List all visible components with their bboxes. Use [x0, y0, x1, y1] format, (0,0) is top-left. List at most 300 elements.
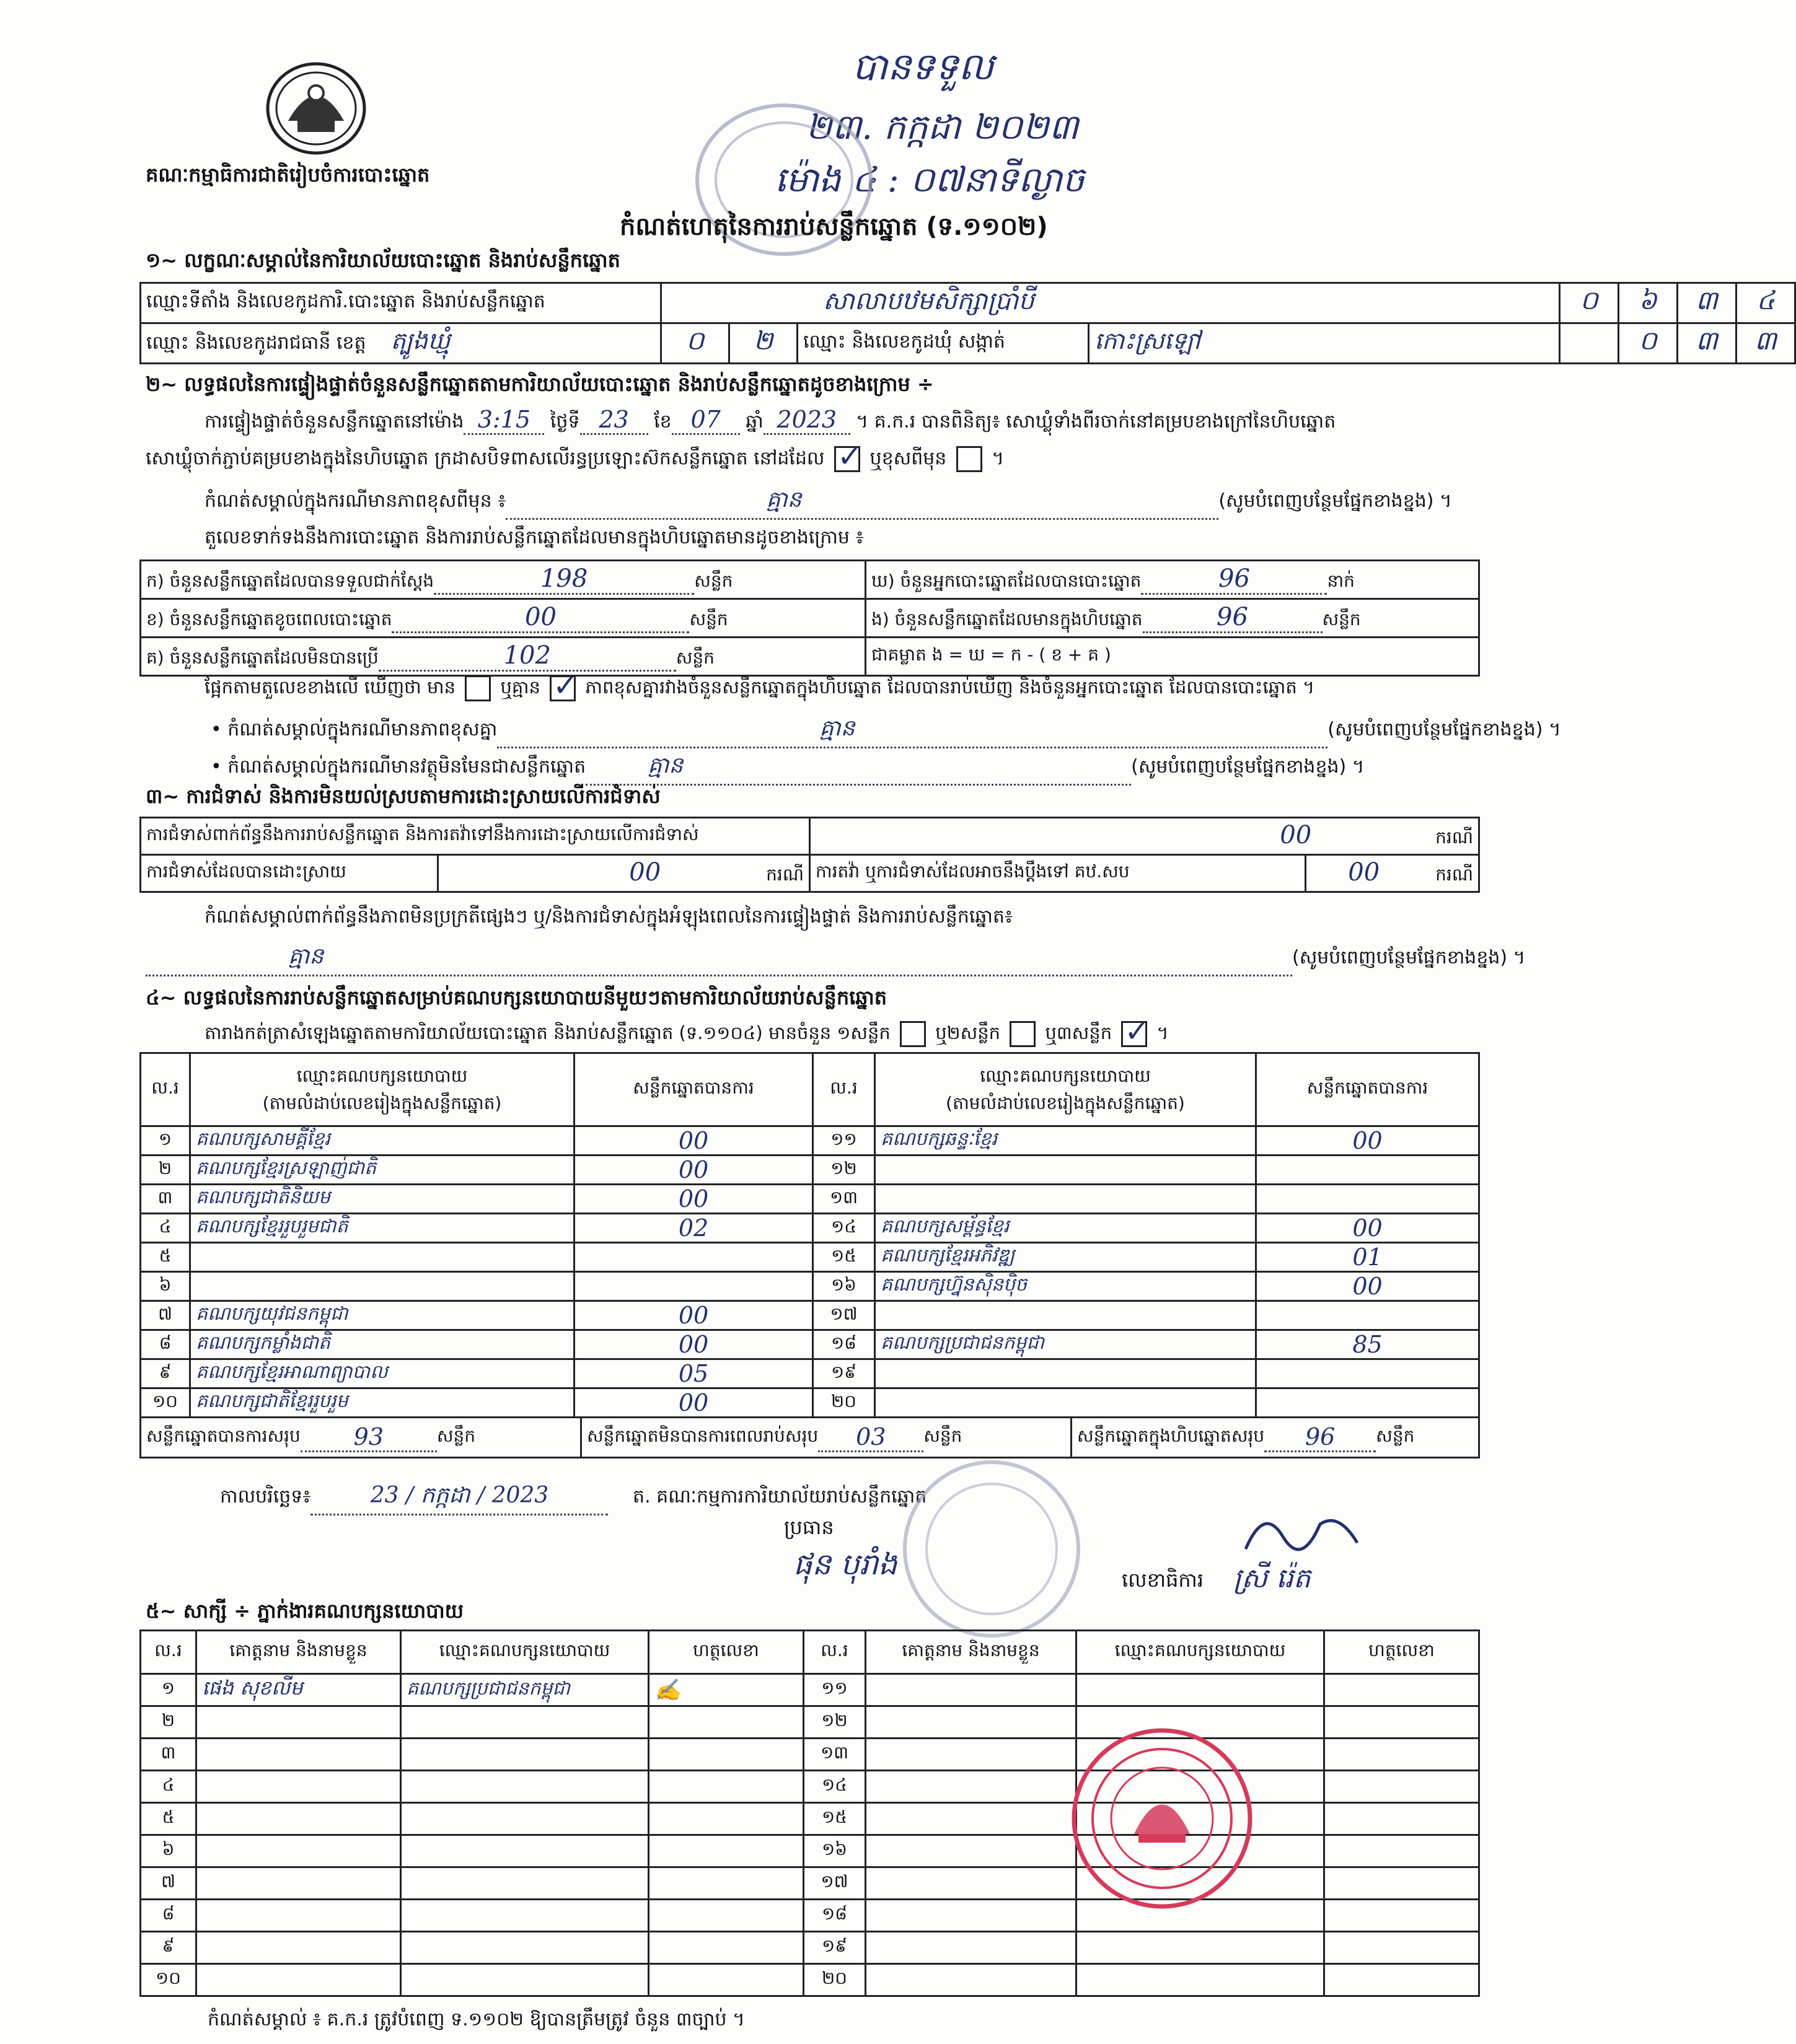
col-signature: ហត្ថលេខា	[1324, 1631, 1479, 1674]
row-number: ៦	[141, 1272, 190, 1301]
day-label: ថ្ងៃទី	[550, 411, 580, 432]
secretary-signature-scrawl	[1239, 1499, 1363, 1561]
witness-signature	[649, 1739, 804, 1771]
party-name: គណបក្សខ្មែរអភិវឌ្ឍ	[875, 1243, 1256, 1272]
total-invalid-value: 03	[818, 1423, 923, 1452]
table-row	[141, 1706, 1479, 1739]
objections-resolved-label: ការជំទាស់ដែលបានដោះស្រាយ	[141, 855, 438, 892]
three-sheets-checkbox[interactable]	[1121, 1021, 1147, 1047]
figure-voters-value: 96	[1141, 564, 1327, 595]
irregularities-note-row	[146, 942, 1525, 976]
bullet-foreign-value: គ្មាន	[586, 751, 1131, 786]
figure-received-label: ក) ចំនួនសន្លឹកឆ្នោតដែលបានទទួលជាក់ស្ដែង	[146, 570, 434, 591]
difference-text-c: ភាពខុសគ្នារវាងចំនួនសន្លឹកឆ្នោតក្នុងហិបឆ្នោត ដែលបានរាប់ឃើញ និងចំនួនអ្នកបោះឆ្នោត ដែលបានបោះឆ្នោត ។	[585, 677, 1315, 698]
difference-text-b: ឬគ្មាន	[500, 677, 540, 698]
witness-name	[866, 1835, 1076, 1867]
row-number: ៤	[141, 1214, 190, 1243]
witness-signature	[1324, 1771, 1479, 1803]
table-row	[141, 1867, 1479, 1900]
table-row	[141, 1359, 1479, 1388]
witness-signature	[1324, 1867, 1479, 1900]
figure-in-box-label: ង) ចំនួនសន្លឹកឆ្នោតដែលមានក្នុងហិបឆ្នោត	[871, 608, 1143, 629]
figure-in-box	[866, 599, 1479, 638]
chair-label: ប្រធាន	[784, 1515, 834, 1539]
page-title: កំណត់ហេតុនៃការរាប់សន្លឹកឆ្នោត (ទ.១១០២)	[620, 213, 1048, 241]
witness-name	[866, 1964, 1076, 1996]
total-in-box	[1072, 1423, 1478, 1452]
party-name: គណបក្សយុវជនកម្ពុជា	[190, 1301, 574, 1330]
row-number: ៩	[141, 1932, 196, 1964]
objections-appeal	[1306, 855, 1479, 892]
party-name	[190, 1243, 574, 1272]
party-name: គណបក្សហ្វ៊ុនស៊ិនប៉ិច	[875, 1272, 1256, 1301]
two-sheets-label: ឬ២សន្លឹក	[935, 1022, 1001, 1043]
col-party	[190, 1053, 574, 1126]
witness-name: ផេង សុខលីម	[196, 1674, 401, 1706]
witness-signature	[649, 1932, 804, 1964]
official-red-stamp	[1069, 1726, 1255, 1911]
party-name: គណបក្សប្រជាជនកម្ពុជា	[875, 1330, 1256, 1359]
row-number: ៥	[141, 1243, 190, 1272]
witness-party	[401, 1867, 649, 1900]
party-name: គណបក្សសាមគ្គីខ្មែរ	[190, 1126, 574, 1156]
col-no: ល.រ	[141, 1053, 190, 1126]
col-name: គោត្តនាម និងនាមខ្លួន	[866, 1631, 1076, 1674]
row-number: ៣	[141, 1185, 190, 1214]
row-number: ១៤	[804, 1771, 866, 1803]
table-row	[141, 1126, 1479, 1156]
row-number: ១២	[804, 1706, 866, 1739]
unit: សន្លឹក	[676, 647, 715, 668]
witness-signature: ✍	[649, 1674, 804, 1706]
two-sheets-checkbox[interactable]	[1010, 1021, 1036, 1047]
verification-line-1	[205, 406, 1336, 437]
row-number: ២០	[813, 1388, 875, 1418]
row-number: ៥	[141, 1803, 196, 1835]
verification-time: 3:15	[464, 406, 544, 435]
party-votes	[1256, 1359, 1479, 1388]
row-number: ៣	[141, 1739, 196, 1771]
witness-signature	[649, 1900, 804, 1932]
witness-name	[866, 1900, 1076, 1932]
witness-party	[401, 1739, 649, 1771]
three-sheets-label: ឬ៣សន្លឹក	[1045, 1022, 1112, 1043]
col-party-title: ឈ្មោះគណបក្សនយោបាយ	[296, 1065, 468, 1086]
row-number: ១៩	[813, 1359, 875, 1388]
difference-note-label: កំណត់សម្គាល់ក្នុងករណីមានភាពខុសពីមុន ៖	[205, 490, 506, 512]
party-votes: 01	[1256, 1243, 1479, 1272]
difference-text-a: ផ្អែកតាមតួលេខខាងលើ ឃើញថា មាន	[205, 677, 456, 698]
province-label	[141, 323, 661, 364]
row-number: ១	[141, 1674, 196, 1706]
received-time: ម៉ោង ៤ : ០៧នាទីល្ងាច	[775, 160, 1085, 200]
witness-name	[866, 1739, 1076, 1771]
location-table	[139, 282, 1796, 364]
col-party: ឈ្មោះគណបក្សនយោបាយ	[1076, 1631, 1324, 1674]
row-number: ១	[141, 1126, 190, 1156]
table-row	[141, 1156, 1479, 1185]
table-row	[141, 1243, 1479, 1272]
total-invalid-label: សន្លឹកឆ្នោតមិនបានការពេលរាប់សរុប	[587, 1425, 819, 1446]
party-votes: 00	[1256, 1126, 1479, 1156]
month-label: ខែ	[654, 411, 672, 432]
witness-party	[1076, 1674, 1324, 1706]
commune-code-digit: ០	[1619, 323, 1678, 364]
secretary-label: លេខាធិការ	[1122, 1568, 1204, 1592]
witness-party	[1076, 1932, 1324, 1964]
unit: សន្លឹក	[436, 1425, 476, 1446]
footer-note: កំណត់សម្គាល់ ៖ គ.ក.រ ត្រូវបំពេញ ទ.១១០២ ឱ្យបានត្រឹមត្រូវ ចំនួន ៣ច្បាប់ ។	[208, 2009, 745, 2030]
verification-day: 23	[580, 406, 648, 435]
nec-emblem	[263, 59, 369, 158]
witness-name	[196, 1964, 401, 1996]
col-no: ល.រ	[804, 1631, 866, 1674]
col-party-subtitle: (តាមលំដាប់លេខរៀងក្នុងសន្លឹកឆ្នោត)	[946, 1092, 1185, 1113]
figure-spoiled-value: 00	[392, 603, 689, 633]
table-row	[141, 1803, 1479, 1835]
party-name: គណបក្សកម្លាំងជាតិ	[190, 1330, 574, 1359]
row-number: ៤	[141, 1771, 196, 1803]
formula: ជាគម្លាត ង = ឃ = ក - ( ខ + គ )	[866, 638, 1479, 676]
fill-hint: (សូមបំពេញបន្ថែមផ្នែកខាងខ្នង) ។	[1327, 719, 1561, 740]
province-label-text: ឈ្មោះ និងលេខកូដរាជធានី ខេត្ត	[146, 332, 366, 354]
row-number: ៧	[141, 1301, 190, 1330]
objections-resolved	[438, 855, 810, 892]
results-totals	[141, 1418, 1479, 1458]
province-name: ត្បូងឃ្មុំ	[390, 327, 451, 354]
witness-party	[401, 1803, 649, 1835]
bullet-difference-label: • កំណត់សម្គាល់ក្នុងករណីមានភាពខុសគ្នា	[211, 719, 498, 740]
row-number: ១៤	[813, 1214, 875, 1243]
bullet-foreign-objects	[211, 751, 1365, 786]
seal-intact-checkbox[interactable]	[834, 446, 860, 472]
section1-heading: ១~ លក្ខណៈសម្គាល់នៃការិយាល័យបោះឆ្នោត និងរាប់សន្លឹកឆ្នោត	[146, 248, 620, 272]
figure-voters-label: ឃ) ចំនួនអ្នកបោះឆ្នោតដែលបានបោះឆ្នោត	[871, 570, 1142, 591]
irregularities-note-value: គ្មាន	[146, 942, 1292, 976]
witness-signature	[1324, 1803, 1479, 1835]
unit: សន្លឹក	[694, 570, 733, 591]
unit: ករណី	[766, 864, 804, 885]
witness-name	[866, 1771, 1076, 1803]
witness-signature	[1324, 1932, 1479, 1964]
unit: សន្លឹក	[923, 1425, 962, 1446]
figures-table	[139, 559, 1480, 677]
witness-signature	[649, 1964, 804, 1996]
fill-hint: (សូមបំពេញបន្ថែមផ្នែកខាងខ្នង) ។	[1218, 490, 1452, 512]
party-votes: 02	[574, 1214, 813, 1243]
row-number: ១៧	[813, 1301, 875, 1330]
total-valid-value: 93	[301, 1423, 437, 1452]
figure-unused	[141, 638, 866, 676]
date-row	[220, 1481, 927, 1515]
party-votes: 85	[1256, 1330, 1479, 1359]
station-code-digit: ៣	[1678, 283, 1737, 323]
witness-party	[401, 1932, 649, 1964]
witness-name	[196, 1771, 401, 1803]
table-row	[141, 1771, 1479, 1803]
witness-name	[196, 1932, 401, 1964]
bullet-difference-value: គ្មាន	[497, 714, 1327, 748]
row-number: ២	[141, 1706, 196, 1739]
verification-time-label: ការផ្ទៀងផ្ទាត់ចំនួនសន្លឹកឆ្នោតនៅម៉ោង	[205, 411, 464, 432]
figure-unused-label: គ) ចំនួនសន្លឹកឆ្នោតដែលមិនបានប្រើ	[146, 647, 379, 668]
row-number: ១៦	[813, 1272, 875, 1301]
witness-name	[866, 1932, 1076, 1964]
objections-resolved-value: 00	[629, 858, 661, 887]
party-votes: 00	[574, 1388, 813, 1418]
party-name: គណបក្សខ្មែររួបរួមជាតិ	[190, 1214, 574, 1243]
witness-signature	[1324, 1706, 1479, 1739]
witness-name	[196, 1706, 401, 1739]
province-code-digit: ០	[661, 323, 729, 364]
received-note: បានទទួល	[852, 45, 994, 89]
date-label: កាលបរិច្ឆេទ៖	[220, 1486, 311, 1507]
bullet-foreign-label: • កំណត់សម្គាល់ក្នុងករណីមានវត្ថុមិនមែនជាសន្លឹកឆ្នោត	[211, 756, 586, 778]
col-no: ល.រ	[813, 1053, 875, 1126]
objections-table	[139, 817, 1480, 893]
party-votes: 05	[574, 1359, 813, 1388]
witness-name	[196, 1867, 401, 1900]
party-votes	[1256, 1156, 1479, 1185]
bullet-difference	[211, 714, 1561, 748]
seal-changed-checkbox[interactable]	[956, 446, 982, 472]
total-in-box-value: 96	[1264, 1423, 1376, 1452]
row-number: ១១	[804, 1674, 866, 1706]
row-number: ២	[141, 1156, 190, 1185]
col-name: គោត្តនាម និងនាមខ្លួន	[196, 1631, 401, 1674]
witness-signature	[1324, 1835, 1479, 1867]
row-number: ១២	[813, 1156, 875, 1185]
witness-signature	[1324, 1739, 1479, 1771]
witness-party	[401, 1900, 649, 1932]
difference-row	[205, 675, 1314, 703]
total-valid-label: សន្លឹកឆ្នោតបានការសរុប	[146, 1425, 301, 1446]
col-party-subtitle: (តាមលំដាប់លេខរៀងក្នុងសន្លឹកឆ្នោត)	[262, 1092, 502, 1113]
figure-in-box-value: 96	[1143, 603, 1323, 633]
station-code-digit: ៦	[1619, 283, 1678, 323]
witness-name	[866, 1706, 1076, 1739]
witness-name	[866, 1674, 1076, 1706]
unit: សន្លឹក	[689, 608, 728, 629]
figure-received	[141, 561, 866, 599]
witness-name	[196, 1739, 401, 1771]
witness-name	[196, 1900, 401, 1932]
row-number: ១០	[141, 1964, 196, 1996]
table-row	[141, 1932, 1479, 1964]
row-number: ៨	[141, 1900, 196, 1932]
col-signature: ហត្ថលេខា	[649, 1631, 804, 1674]
row-number: ៩	[141, 1359, 190, 1388]
verification-text-2: សោឃ្លុំចាក់ភ្ជាប់គម្របខាងក្នុងនៃហិបឆ្នោត ក្រដាសបិទពាសលើរន្ធប្រឡោះស៊កសន្លឹកឆ្នោត នៅដដែល	[146, 447, 825, 470]
unit: ករណី	[1435, 864, 1473, 885]
row-number: ១៥	[804, 1803, 866, 1835]
party-votes: 00	[574, 1330, 813, 1359]
secretary-signature: ស្រី រ៉េត	[1233, 1563, 1311, 1594]
verification-month: 07	[672, 406, 740, 435]
verification-text-1b: ។ គ.ក.រ បានពិនិត្យ៖ សោឃ្លុំទាំងពីរចាក់នៅគម្របខាងក្រៅនៃហិបឆ្នោត	[856, 411, 1336, 432]
party-name	[190, 1272, 574, 1301]
party-name: គណបក្សខ្មែរអាណាព្យាបាល	[190, 1359, 574, 1388]
table-row	[141, 1301, 1479, 1330]
party-name	[875, 1301, 1256, 1330]
verification-year: 2023	[764, 406, 850, 435]
party-name	[875, 1388, 1256, 1418]
verification-line-2: សោឃ្លុំចាក់ភ្ជាប់គម្របខាងក្នុងនៃហិបឆ្នោត ក្រដាសបិទពាសលើរន្ធប្រឡោះស៊កសន្លឹកឆ្នោត នៅដដែល ✓ ឬខុសពីមុន ។	[146, 446, 1004, 474]
figure-spoiled-label: ខ) ចំនួនសន្លឹកឆ្នោតខូចពេលបោះឆ្នោត	[146, 608, 392, 629]
witness-party	[401, 1706, 649, 1739]
party-votes: 00	[1256, 1214, 1479, 1243]
party-votes	[1256, 1185, 1479, 1214]
witness-name	[196, 1803, 401, 1835]
chair-signature: ផុន បុរាំង	[793, 1547, 897, 1582]
witness-name	[196, 1835, 401, 1867]
objections-total-label: ការជំទាស់ពាក់ព័ន្ធនឹងការរាប់សន្លឹកឆ្នោត និងការតវ៉ាទៅនឹងការដោះស្រាយលើការជំទាស់	[141, 818, 810, 855]
col-no: ល.រ	[141, 1631, 196, 1674]
party-votes	[1256, 1388, 1479, 1418]
section3-heading: ៣~ ការជំទាស់ និងការមិនយល់ស្របតាមការដោះស្រាយលើការជំទាស់	[146, 784, 661, 808]
committee-name: គណៈកម្មាធិការជាតិរៀបចំការបោះឆ្នោត	[146, 163, 430, 186]
table-row	[141, 1900, 1479, 1932]
row-number: ១៣	[813, 1185, 875, 1214]
figure-spoiled	[141, 599, 866, 638]
row-number: ៧	[141, 1867, 196, 1900]
row-number: ១៣	[804, 1739, 866, 1771]
table-row	[141, 1739, 1479, 1771]
received-date: ២៣. កក្កដា ២០២៣	[806, 107, 1079, 147]
year-label: ឆ្នាំ	[746, 411, 764, 432]
on-behalf-label: ត. គណៈកម្មការការិយាល័យរាប់សន្លឹកឆ្នោត	[633, 1486, 927, 1507]
section2-heading: ២~ លទ្ធផលនៃការផ្ទៀងផ្ទាត់ចំនួនសន្លឹកឆ្នោតតាមការិយាល័យបោះឆ្នោត និងរាប់សន្លឹកឆ្នោតដូចខាងក្រោម ÷	[146, 372, 934, 396]
objections-total-value: 00	[1280, 820, 1312, 849]
col-votes: សន្លឹកឆ្នោតបានការ	[574, 1053, 813, 1126]
objections-appeal-label: ការតវ៉ា ឬការជំទាស់ដែលអាចនឹងប្ដឹងទៅ គឋ.សប	[810, 855, 1306, 892]
table-row	[141, 1185, 1479, 1214]
unit: សន្លឹក	[1376, 1425, 1415, 1446]
total-invalid	[582, 1418, 1072, 1457]
witness-signature	[1324, 1964, 1479, 1996]
commune-code-digit: ៣	[1678, 323, 1737, 364]
difference-yes-checkbox[interactable]	[465, 675, 491, 701]
witness-party: គណបក្សប្រជាជនកម្ពុជា	[401, 1674, 649, 1706]
row-number: ១៨	[813, 1330, 875, 1359]
difference-note-row	[205, 485, 1452, 520]
witness-name	[866, 1803, 1076, 1835]
witness-signature	[649, 1771, 804, 1803]
polling-station-name: សាលាបឋមសិក្សាប្រាំបី	[661, 283, 1560, 323]
row-number: ៦	[141, 1835, 196, 1867]
table-row	[141, 1330, 1479, 1359]
party-votes	[1256, 1301, 1479, 1330]
difference-note-value: គ្មាន	[506, 485, 1218, 520]
col-party: ឈ្មោះគណបក្សនយោបាយ	[401, 1631, 649, 1674]
party-votes: 00	[574, 1156, 813, 1185]
total-in-box-label: សន្លឹកឆ្នោតក្នុងហិបឆ្នោតសរុប	[1077, 1425, 1265, 1446]
objections-appeal-value: 00	[1348, 858, 1380, 887]
table-row	[141, 1835, 1479, 1867]
commune-label: ឈ្មោះ និងលេខកូដឃុំ សង្កាត់	[798, 323, 1089, 364]
witness-signature	[649, 1867, 804, 1900]
party-name: គណបក្សជាតិខ្មែររួបរួម	[190, 1388, 574, 1418]
commune-code-digit: ៣	[1737, 323, 1795, 364]
table-row	[141, 1214, 1479, 1243]
witness-party	[401, 1835, 649, 1867]
party-name: គណបក្សឆន្ទៈខ្មែរ	[875, 1126, 1256, 1156]
witness-signature	[649, 1835, 804, 1867]
province-code-digit: ២	[729, 323, 798, 364]
witness-table	[139, 1629, 1480, 1997]
party-name: គណបក្សជាតិនិយម	[190, 1185, 574, 1214]
tally-sheet-intro: តារាងកត់ត្រាសំឡេងឆ្នោតតាមការិយាល័យបោះឆ្នោត និងរាប់សន្លឹកឆ្នោត (ទ.១១០៤) មានចំនួន ១សន្លឹក	[205, 1022, 891, 1043]
witness-signature	[649, 1803, 804, 1835]
col-votes: សន្លឹកឆ្នោតបានការ	[1256, 1053, 1479, 1126]
table-row	[141, 1674, 1479, 1706]
party-votes: 00	[574, 1301, 813, 1330]
row-number: ៨	[141, 1330, 190, 1359]
party-votes	[574, 1243, 813, 1272]
row-number: ១១	[813, 1126, 875, 1156]
witness-signature	[649, 1706, 804, 1739]
seal-changed-label: ឬខុសពីមុន	[869, 447, 947, 470]
witness-party	[401, 1964, 649, 1996]
figures-intro: តួលេខទាក់ទងនឹងការបោះឆ្នោត និងការរាប់សន្លឹកឆ្នោតដែលមានក្នុងហិបឆ្នោតមានដូចខាងក្រោម ៖	[205, 527, 864, 548]
unit: សន្លឹក	[1322, 608, 1361, 629]
station-code-digit: ០	[1560, 283, 1619, 323]
difference-no-checkbox[interactable]	[550, 675, 576, 701]
table-row	[141, 1272, 1479, 1301]
party-name	[875, 1359, 1256, 1388]
results-table	[139, 1052, 1480, 1458]
figure-received-value: 198	[434, 564, 694, 595]
one-sheet-checkbox[interactable]	[900, 1021, 926, 1047]
committee-stamp	[899, 1456, 1085, 1642]
station-code-digit: ៤	[1737, 283, 1795, 323]
witness-party	[1076, 1964, 1324, 1996]
party-name	[875, 1156, 1256, 1185]
party-votes	[574, 1272, 813, 1301]
party-votes: 00	[574, 1126, 813, 1156]
party-name	[875, 1185, 1256, 1214]
commune-name: កោះស្រឡៅ	[1089, 323, 1560, 364]
unit: នាក់	[1327, 570, 1355, 591]
witness-signature	[1324, 1674, 1479, 1706]
witness-party	[401, 1771, 649, 1803]
row-number: ១៨	[804, 1900, 866, 1932]
row-number: ១៧	[804, 1867, 866, 1900]
polling-station-label: ឈ្មោះទីតាំង និងលេខកូដការិ.បោះឆ្នោត និងរាប់សន្លឹកឆ្នោត	[141, 283, 661, 323]
col-party	[875, 1053, 1256, 1126]
total-valid	[141, 1418, 582, 1457]
date-value: 23 / កក្កដា / 2023	[310, 1481, 608, 1515]
row-number: ១៩	[804, 1932, 866, 1964]
col-party-title: ឈ្មោះគណបក្សនយោបាយ	[980, 1065, 1151, 1086]
party-name: គណបក្សសម្ព័ន្ធខ្មែរ	[875, 1214, 1256, 1243]
section5-heading: ៥~ សាក្សី ÷ ភ្នាក់ងារគណបក្សនយោបាយ	[146, 1599, 464, 1623]
figure-voters	[866, 561, 1479, 599]
fill-hint: (សូមបំពេញបន្ថែមផ្នែកខាងខ្នង) ។	[1131, 756, 1365, 778]
party-name: គណបក្សខ្មែរស្រឡាញ់ជាតិ	[190, 1156, 574, 1185]
objections-total	[1280, 818, 1479, 855]
tally-sheet-row: តារាងកត់ត្រាសំឡេងឆ្នោតតាមការិយាល័យបោះឆ្នោត និងរាប់សន្លឹកឆ្នោត (ទ.១១០៤) មានចំនួន ១សន្លឹក ឬ២សន្លឹក ឬ៣សន្លឹក ✓ ។	[205, 1021, 1169, 1048]
row-number: ១៦	[804, 1835, 866, 1867]
row-number: ១០	[141, 1388, 190, 1418]
irregularities-note-label: កំណត់សម្គាល់ពាក់ព័ន្ធនឹងភាពមិនប្រក្រតីផ្សេងៗ ឬ/និងការជំទាស់ក្នុងអំឡុងពេលនៃការផ្ទៀងផ្ទាត់ និងការរាប់សន្លឹកឆ្នោត៖	[205, 906, 1013, 928]
witness-signature	[1324, 1900, 1479, 1932]
section4-heading: ៤~ លទ្ធផលនៃការរាប់សន្លឹកឆ្នោតសម្រាប់គណបក្សនយោបាយនីមួយៗតាមការិយាល័យរាប់សន្លឹកឆ្នោត	[146, 986, 887, 1009]
row-number: ១៥	[813, 1243, 875, 1272]
party-votes: 00	[1256, 1272, 1479, 1301]
party-votes: 00	[574, 1185, 813, 1214]
row-number: ២០	[804, 1964, 866, 1996]
